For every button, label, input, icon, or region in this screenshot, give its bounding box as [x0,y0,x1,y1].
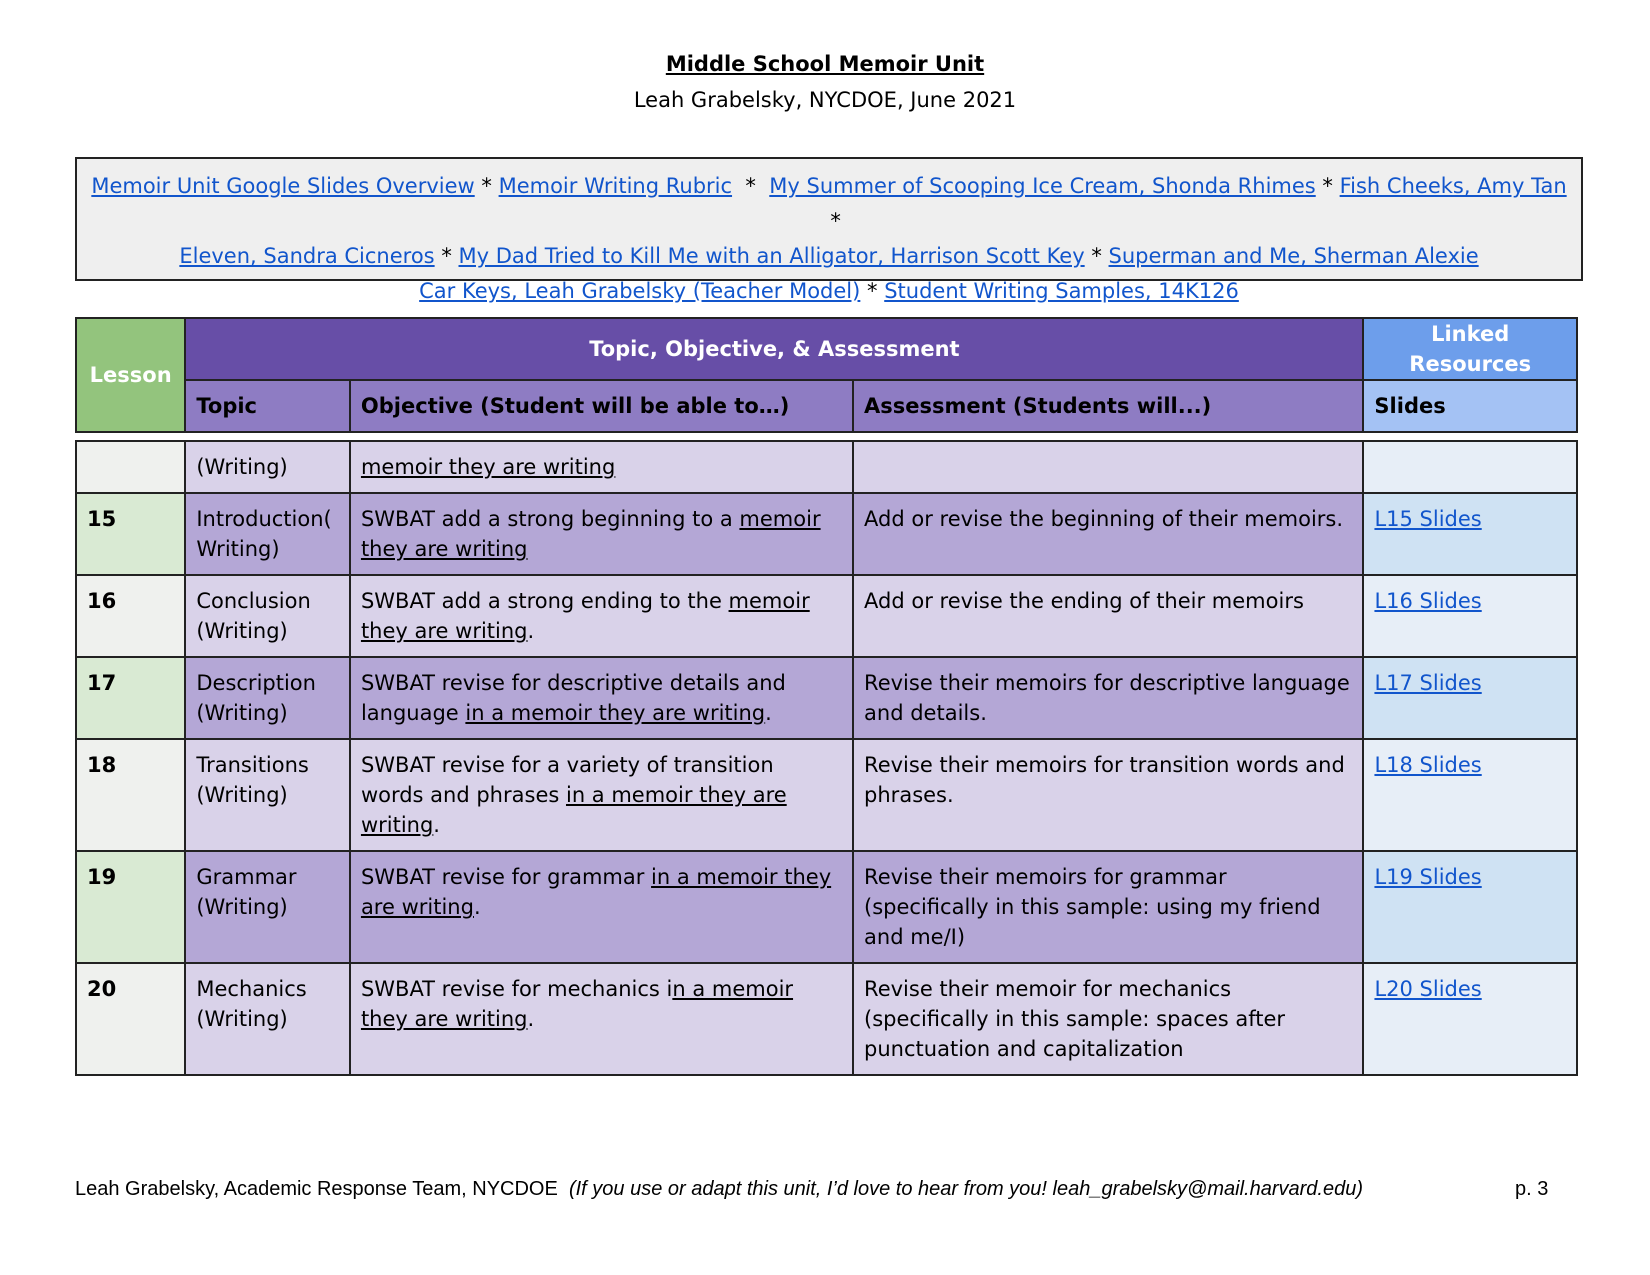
objective-cell [350,575,853,657]
link-car-keys[interactable]: Car Keys, Leah Grabelsky (Teacher Model) [419,279,861,303]
link-eleven[interactable]: Eleven, Sandra Cicneros [179,244,435,268]
objective-underlined-text: n a memoir they are writing [360,977,794,1031]
table-row [76,657,1577,739]
header-topic: Topic [185,380,350,432]
slides-cell [1363,739,1577,851]
objective-cell [350,851,853,963]
objective-text: SWBAT revise for mechanics i [360,977,673,1001]
lesson-number-cell: 19 [76,851,185,963]
header-slides: Slides [1363,380,1577,432]
table-row [76,739,1577,851]
slides-link[interactable]: L18 Slides [1374,753,1482,777]
objective-underlined-text: memoir they are writing [360,589,810,643]
link-fish-cheeks[interactable]: Fish Cheeks, Amy Tan [1339,174,1567,198]
lesson-number-cell: 20 [76,963,185,1075]
lesson-number-cell: 17 [76,657,185,739]
objective-cell [350,963,853,1075]
link-alligator[interactable]: My Dad Tried to Kill Me with an Alligator, Harrison Scott Key [458,244,1085,268]
link-separator: * [1091,244,1102,268]
objective-underlined-text: in a memoir they are writing [360,783,787,837]
header-linked-resources: Linked Resources [1363,318,1577,380]
links-line-1 [89,169,1569,239]
slides-cell [1363,851,1577,963]
footer-credit: Leah Grabelsky, Academic Response Team, NYCDOE [75,1178,558,1200]
lesson-table-header [75,317,1578,433]
lesson-table [75,440,1578,1076]
objective-tail: . [527,619,535,643]
slides-cell [1363,441,1577,493]
link-separator: * [481,174,492,198]
page-number: p. 3 [1515,1178,1549,1200]
lesson-number-cell [76,441,185,493]
assessment-cell: Revise their memoir for mechanics (specifically in this sample: spaces after punctuation and capitalization [853,963,1363,1075]
objective-text: SWBAT add a strong ending to the [360,589,729,613]
link-ice-cream[interactable]: My Summer of Scooping Ice Cream, Shonda Rhimes [769,174,1316,198]
objective-tail: . [433,813,440,837]
assessment-cell: Add or revise the beginning of their memoirs. [853,493,1363,575]
lesson-number-cell: 16 [76,575,185,657]
objective-tail: . [527,1007,535,1031]
assessment-cell [853,441,1363,493]
link-separator: * [441,244,452,268]
header-topic-objective-assessment: Topic, Objective, & Assessment [185,318,1363,380]
topic-cell: Mechanics (Writing) [185,963,350,1075]
slides-link[interactable]: L17 Slides [1374,671,1482,695]
objective-tail: . [765,701,772,725]
link-separator: * [745,174,756,198]
header-lesson: Lesson [76,318,185,432]
slides-cell [1363,657,1577,739]
table-row [76,963,1577,1075]
slides-cell [1363,493,1577,575]
topic-cell: Introduction( Writing) [185,493,350,575]
objective-tail: . [473,895,481,919]
topic-cell: (Writing) [185,441,350,493]
links-line-2 [89,239,1569,274]
table-row [76,575,1577,657]
page-footer [75,1178,1575,1201]
table-row-continued [76,441,1577,493]
objective-underlined-text: memoir they are writing [360,507,821,561]
table-row [76,493,1577,575]
slides-link[interactable]: L19 Slides [1374,865,1482,889]
objective-cell [350,493,853,575]
slides-link[interactable]: L20 Slides [1374,977,1482,1001]
resource-links-box [75,157,1583,303]
objective-text: SWBAT revise for grammar [360,865,652,889]
link-separator: * [830,209,841,233]
links-line-3 [89,274,1569,309]
link-superman[interactable]: Superman and Me, Sherman Alexie [1108,244,1479,268]
objective-underlined-text: in a memoir they are writing [465,701,766,725]
link-separator: * [1322,174,1333,198]
slides-link[interactable]: L15 Slides [1374,507,1482,531]
lesson-number-cell: 18 [76,739,185,851]
objective-text: SWBAT add a strong beginning to a [360,507,740,531]
document-subtitle: Leah Grabelsky, NYCDOE, June 2021 [633,88,1017,112]
slides-cell [1363,963,1577,1075]
objective-cell [350,739,853,851]
link-separator: * [867,279,878,303]
assessment-cell: Revise their memoirs for grammar (specifically in this sample: using my friend and me/I) [853,851,1363,963]
document-title: Middle School Memoir Unit [665,52,985,76]
footer-note: (If you use or adapt this unit, I’d love to hear from you! leah_grabelsky@mail.harvard.edu) [568,1178,1363,1200]
objective-cell [350,441,853,493]
assessment-cell: Revise their memoirs for transition words and phrases. [853,739,1363,851]
link-student-samples[interactable]: Student Writing Samples, 14K126 [884,279,1239,303]
objective-underlined-text: in a memoir they are writing [360,865,832,919]
header-objective: Objective (Student will be able to…) [350,380,853,432]
objective-text: SWBAT revise for a variety of transition words and phrases [360,753,774,807]
topic-cell: Conclusion (Writing) [185,575,350,657]
slides-cell [1363,575,1577,657]
table-row [76,851,1577,963]
topic-cell: Description (Writing) [185,657,350,739]
objective-text: SWBAT revise for descriptive details and language [360,671,786,725]
lesson-number-cell: 15 [76,493,185,575]
assessment-cell: Add or revise the ending of their memoirs [853,575,1363,657]
link-writing-rubric[interactable]: Memoir Writing Rubric [498,174,733,198]
objective-cell [350,657,853,739]
objective-underlined-text: memoir they are writing [360,455,616,479]
topic-cell: Transitions (Writing) [185,739,350,851]
assessment-cell: Revise their memoirs for descriptive language and details. [853,657,1363,739]
topic-cell: Grammar (Writing) [185,851,350,963]
slides-link[interactable]: L16 Slides [1374,589,1482,613]
header-assessment: Assessment (Students will...) [853,380,1363,432]
link-slides-overview[interactable]: Memoir Unit Google Slides Overview [91,174,475,198]
